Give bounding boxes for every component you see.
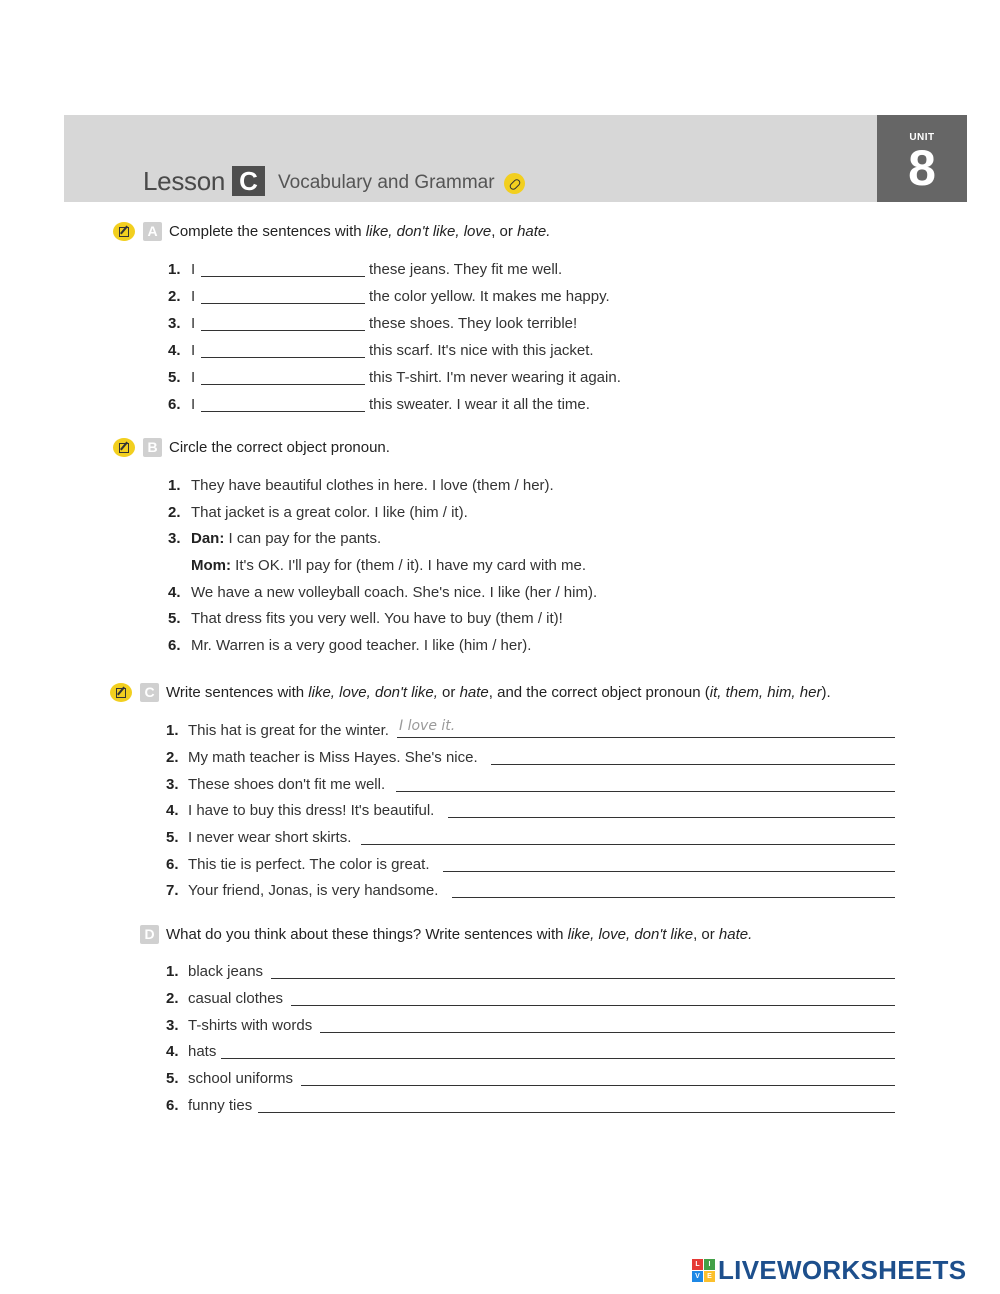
logo-tile: V xyxy=(692,1271,703,1282)
list-item xyxy=(168,315,668,335)
item-number: 3. xyxy=(168,315,181,332)
speaker-label: Mom: xyxy=(191,557,231,574)
item-text: these shoes. They look terrible! xyxy=(369,315,578,332)
example-answer: I love it. xyxy=(399,718,456,734)
section-a-header xyxy=(0,222,1000,244)
list-item xyxy=(168,261,668,281)
answer-line[interactable] xyxy=(397,737,895,738)
answer-line[interactable] xyxy=(258,1112,895,1113)
item-text: this sweater. I wear it all the time. xyxy=(369,396,590,413)
logo-tile: I xyxy=(704,1259,715,1270)
item-text: the color yellow. It makes me happy. xyxy=(369,288,610,305)
list-item xyxy=(168,584,768,604)
section-b-header xyxy=(0,438,1000,460)
item-number: 5. xyxy=(166,1070,179,1087)
section-b-instruction: Circle the correct object pronoun. xyxy=(169,439,390,456)
item-text: That jacket is a great color. I like (him / it). xyxy=(191,504,468,521)
item-number: 6. xyxy=(166,856,179,873)
unit-number: 8 xyxy=(908,140,936,196)
item-text: That dress fits you very well. You have to buy (them / it)! xyxy=(191,610,563,627)
edit-icon xyxy=(110,683,132,702)
item-number: 2. xyxy=(168,504,181,521)
list-item xyxy=(166,882,896,902)
item-number: 4. xyxy=(168,584,181,601)
item-number: 1. xyxy=(166,963,179,980)
list-item xyxy=(166,856,896,876)
list-item xyxy=(168,557,768,577)
item-number: 4. xyxy=(168,342,181,359)
answer-line[interactable] xyxy=(301,1085,895,1086)
section-letter: A xyxy=(143,222,162,241)
item-number: 7. xyxy=(166,882,179,899)
section-d-header xyxy=(0,925,1000,947)
answer-line[interactable] xyxy=(291,1005,895,1006)
item-text: these jeans. They fit me well. xyxy=(369,261,563,278)
logo-mark xyxy=(692,1259,715,1282)
speaker-label: Dan: xyxy=(191,530,225,547)
answer-blank[interactable] xyxy=(201,303,365,304)
list-item xyxy=(168,396,668,416)
section-letter: D xyxy=(140,925,159,944)
item-subject: I xyxy=(191,261,196,278)
item-subject: I xyxy=(191,342,196,359)
section-letter: B xyxy=(143,438,162,457)
item-text: Mr. Warren is a very good teacher. I like (him / her). xyxy=(191,637,532,654)
list-item xyxy=(168,610,768,630)
list-item xyxy=(166,749,896,769)
item-text: T-shirts with words xyxy=(188,1017,313,1034)
list-item xyxy=(168,369,668,389)
list-item xyxy=(168,504,768,524)
answer-line[interactable] xyxy=(443,871,895,872)
answer-line[interactable] xyxy=(320,1032,895,1033)
lesson-heading xyxy=(143,166,525,196)
logo-tile: L xyxy=(692,1259,703,1270)
item-text: I never wear short skirts. xyxy=(188,829,352,846)
item-number: 1. xyxy=(168,261,181,278)
answer-line[interactable] xyxy=(271,978,895,979)
item-number: 5. xyxy=(166,829,179,846)
list-item xyxy=(166,1017,896,1037)
item-text: funny ties xyxy=(188,1097,253,1114)
answer-blank[interactable] xyxy=(201,384,365,385)
item-number: 6. xyxy=(168,396,181,413)
list-item xyxy=(168,477,768,497)
item-text: this T-shirt. I'm never wearing it again. xyxy=(369,369,621,386)
item-subject: I xyxy=(191,315,196,332)
logo-tile: E xyxy=(704,1271,715,1282)
section-c-header xyxy=(0,683,1000,705)
liveworksheets-logo xyxy=(692,1256,966,1284)
item-number: 3. xyxy=(166,1017,179,1034)
item-subject: I xyxy=(191,369,196,386)
item-number: 6. xyxy=(166,1097,179,1114)
item-text: this scarf. It's nice with this jacket. xyxy=(369,342,594,359)
dialogue-text: It's OK. I'll pay for (them / it). I have my card with me. xyxy=(235,557,586,574)
item-number: 2. xyxy=(166,749,179,766)
item-text: They have beautiful clothes in here. I love (them / her). xyxy=(191,477,554,494)
item-number: 2. xyxy=(166,990,179,1007)
item-text: These shoes don't fit me well. xyxy=(188,776,386,793)
item-text: This tie is perfect. The color is great. xyxy=(188,856,430,873)
answer-line[interactable] xyxy=(491,764,895,765)
answer-line[interactable] xyxy=(221,1058,895,1059)
list-item xyxy=(168,530,768,550)
answer-blank[interactable] xyxy=(201,276,365,277)
list-item xyxy=(166,1043,896,1063)
item-number: 1. xyxy=(166,722,179,739)
lesson-title: Vocabulary and Grammar xyxy=(278,172,495,193)
item-text: I have to buy this dress! It's beautiful. xyxy=(188,802,435,819)
item-number: 4. xyxy=(166,1043,179,1060)
link-icon xyxy=(504,173,525,194)
answer-line[interactable] xyxy=(448,817,895,818)
unit-badge xyxy=(877,115,967,202)
answer-blank[interactable] xyxy=(201,330,365,331)
list-item xyxy=(166,718,896,742)
list-item xyxy=(166,1070,896,1090)
list-item xyxy=(166,776,896,796)
item-text: We have a new volleyball coach. She's nice. I like (her / him). xyxy=(191,584,598,601)
section-c-instruction: Write sentences with like, love, don't like, or hate, and the correct object pronoun (it, them, him, her). xyxy=(166,684,831,701)
item-number: 5. xyxy=(168,369,181,386)
section-d-instruction: What do you think about these things? Write sentences with like, love, don't like, or hate. xyxy=(166,926,753,943)
item-text: black jeans xyxy=(188,963,264,980)
answer-blank[interactable] xyxy=(201,357,365,358)
dialogue-text: I can pay for the pants. xyxy=(228,530,382,547)
item-number: 4. xyxy=(166,802,179,819)
item-number: 3. xyxy=(168,530,181,547)
item-number: 1. xyxy=(168,477,181,494)
list-item xyxy=(166,802,896,822)
item-text: This hat is great for the winter. xyxy=(188,722,389,739)
edit-icon xyxy=(113,222,135,241)
list-item xyxy=(166,963,896,983)
item-subject: I xyxy=(191,396,196,413)
lesson-word: Lesson xyxy=(143,165,226,196)
item-number: 5. xyxy=(168,610,181,627)
section-a-instruction: Complete the sentences with like, don't like, love, or hate. xyxy=(169,223,551,240)
item-number: 3. xyxy=(166,776,179,793)
list-item xyxy=(168,637,768,657)
item-text: school uniforms xyxy=(188,1070,294,1087)
edit-icon xyxy=(113,438,135,457)
list-item xyxy=(168,288,668,308)
logo-text: LIVEWORKSHEETS xyxy=(718,1254,967,1285)
item-text: casual clothes xyxy=(188,990,284,1007)
lesson-letter: C xyxy=(232,166,265,196)
answer-line[interactable] xyxy=(396,791,895,792)
item-text: Your friend, Jonas, is very handsome. xyxy=(188,882,439,899)
list-item xyxy=(166,1097,896,1117)
answer-blank[interactable] xyxy=(201,411,365,412)
item-subject: I xyxy=(191,288,196,305)
list-item xyxy=(168,342,668,362)
section-letter: C xyxy=(140,683,159,702)
list-item xyxy=(166,829,896,849)
unit-label: UNIT xyxy=(909,132,935,143)
item-text xyxy=(191,530,381,547)
item-text xyxy=(191,557,586,574)
item-number: 2. xyxy=(168,288,181,305)
item-number: 6. xyxy=(168,637,181,654)
answer-line[interactable] xyxy=(452,897,895,898)
list-item xyxy=(166,990,896,1010)
item-text: My math teacher is Miss Hayes. She's nice. xyxy=(188,749,478,766)
answer-line[interactable] xyxy=(361,844,895,845)
item-text: hats xyxy=(188,1043,217,1060)
